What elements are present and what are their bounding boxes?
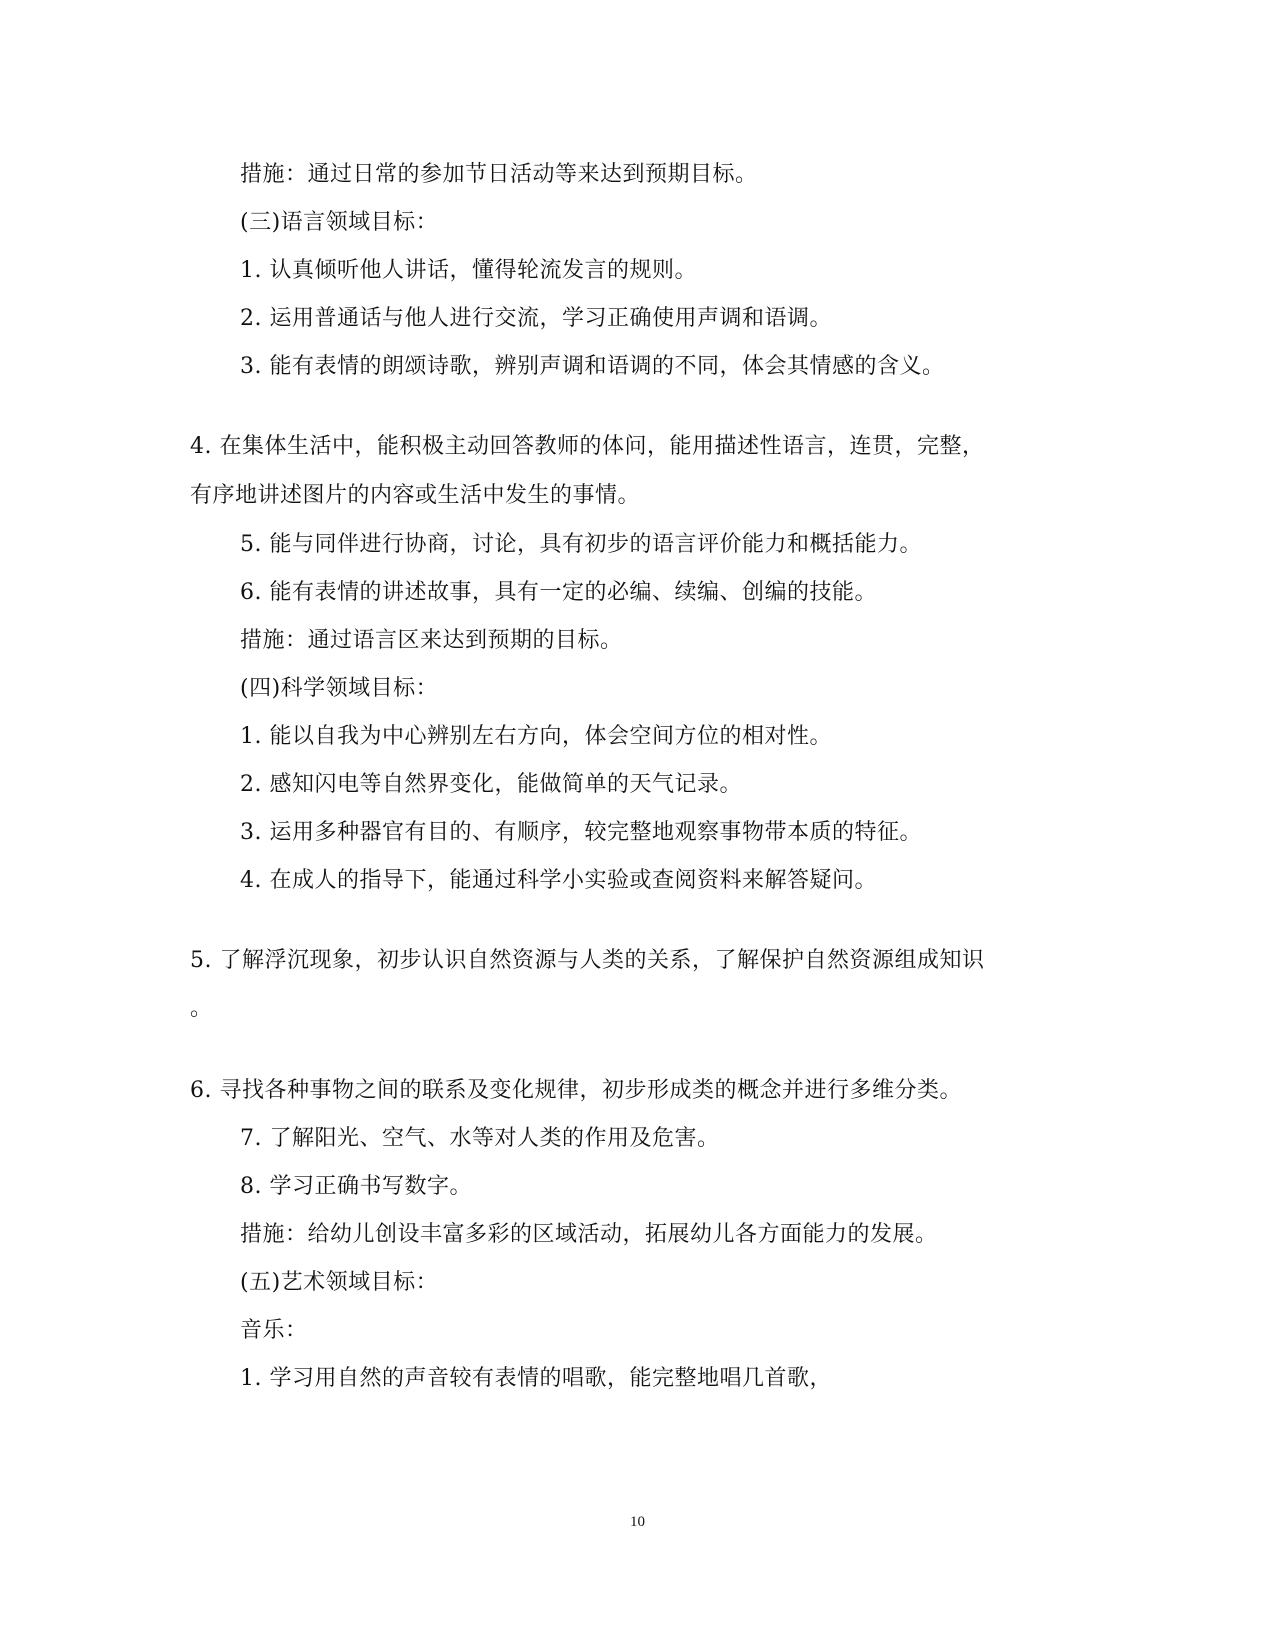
text-line: 7. 了解阳光、空气、水等对人类的作用及危害。 <box>240 1126 720 1151</box>
section-heading-science: (四)科学领域目标： <box>240 676 439 701</box>
text-line: 4. 在集体生活中，能积极主动回答教师的体问，能用描述性语言，连贯，完整， <box>190 434 985 459</box>
text-line: 措施：给幼儿创设丰富多彩的区域活动，拓展幼儿各方面能力的发展。 <box>240 1222 938 1247</box>
text-line: 1. 能以自我为中心辨别左右方向，体会空间方位的相对性。 <box>240 724 832 749</box>
text-line: 措施：通过日常的参加节日活动等来达到预期目标。 <box>240 162 758 187</box>
text-line: 8. 学习正确书写数字。 <box>240 1174 472 1199</box>
text-line: 5. 了解浮沉现象，初步认识自然资源与人类的关系，了解保护自然资源组成知识 <box>190 948 985 973</box>
text-line: 1. 学习用自然的声音较有表情的唱歌，能完整地唱几首歌， <box>240 1366 832 1391</box>
text-line: 4. 在成人的指导下，能通过科学小实验或查阅资料来解答疑问。 <box>240 868 877 893</box>
text-line: 3. 能有表情的朗颂诗歌，辨别声调和语调的不同，体会其情感的含义。 <box>240 354 945 379</box>
text-line: 6. 能有表情的讲述故事，具有一定的必编、续编、创编的技能。 <box>240 580 877 605</box>
text-line: 措施：通过语言区来达到预期的目标。 <box>240 628 623 653</box>
text-line: 1. 认真倾听他人讲话，懂得轮流发言的规则。 <box>240 258 697 283</box>
text-line: 3. 运用多种器官有目的、有顺序，较完整地观察事物带本质的特征。 <box>240 820 922 845</box>
text-line: 。 <box>190 996 213 1021</box>
section-heading-language: (三)语言领域目标： <box>240 210 439 235</box>
text-line: 有序地讲述图片的内容或生活中发生的事情。 <box>190 483 641 508</box>
text-line: 6. 寻找各种事物之间的联系及变化规律，初步形成类的概念并进行多维分类。 <box>190 1078 962 1103</box>
section-heading-art: (五)艺术领域目标： <box>240 1270 439 1295</box>
page-number: 10 <box>630 1514 645 1530</box>
subheading-music: 音乐： <box>240 1318 308 1343</box>
text-line: 2. 感知闪电等自然界变化，能做简单的天气记录。 <box>240 772 742 797</box>
text-line: 2. 运用普通话与他人进行交流，学习正确使用声调和语调。 <box>240 306 832 331</box>
text-line: 5. 能与同伴进行协商，讨论，具有初步的语言评价能力和概括能力。 <box>240 532 922 557</box>
